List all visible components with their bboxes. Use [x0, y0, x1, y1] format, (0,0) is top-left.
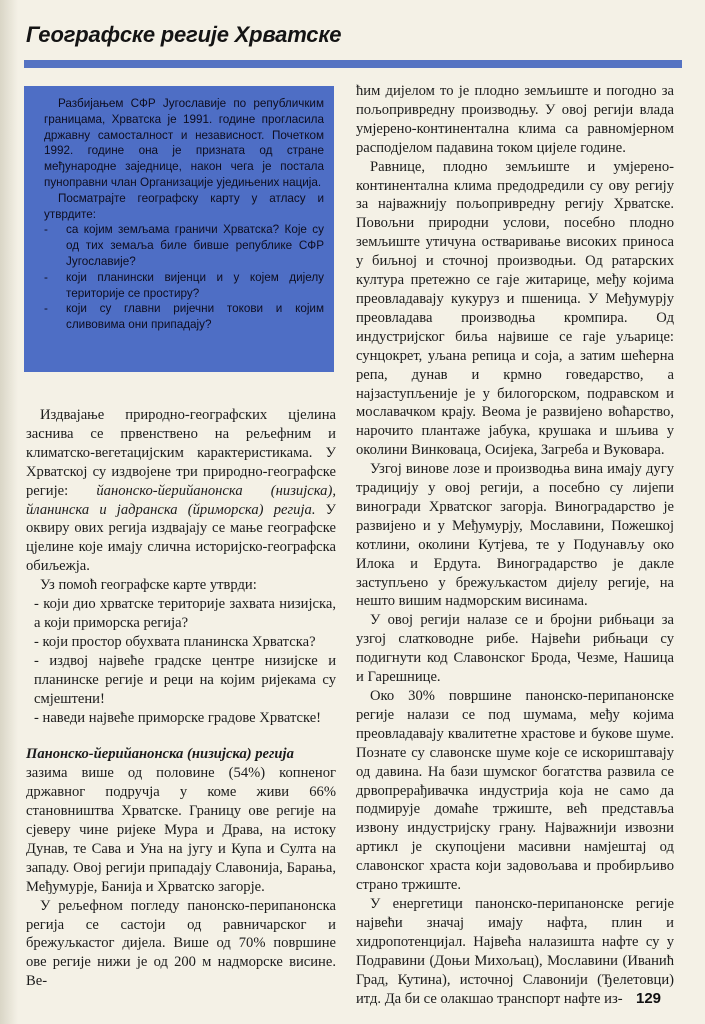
intro-box [24, 86, 334, 372]
left-task: Уз помоћ географске карте утврди: [40, 577, 257, 594]
left-paragraph-regions [26, 406, 336, 576]
right-paragraph-energy: У енергетици панонско-перипанонске регије највећи значај имају нафта, плин и хидропотенцијал. Највећа налазишта нафте су у Подравини (Доњи Михољац), Мославини (Иванић Град, Кутина), источној Славонији (Ђелетовци) итд. Да би се олакшао транспорт нафте из- [356, 895, 674, 1007]
intro-paragraph: Разбијањем СФР Југославије по републичким границама, Хрватска је 1991. године прогласила државну самосталност и независност. Почетком 1992. године она је призната од стране међународне заједнице, након чега је постала пуноправни члан Организације уједињених нација. [44, 97, 324, 189]
paragraph-text: Издвајање природно-географских цјелина заснива се првенствено на рељефним и климатско-вегетацијским карактеристикама. У Хрватској су издвојене три природно-географске регије: [26, 407, 336, 499]
intro-question: - који планински вијенци и у којем дијелу територије се простиру? [44, 270, 324, 302]
left-question: - наведи највеће приморске градове Хрватске! [34, 709, 322, 726]
right-column [356, 82, 674, 1008]
right-paragraph-continuation: ћим дијелом то је плодно земљиште и погодно за пољопривредну производњу. У овој регији влада умјерено-континентална клима са равномјерном расподјелом падавина током цијеле године. [356, 83, 674, 156]
right-paragraph-fishponds: У овој регији налазе се и бројни рибњаци за узгој слатководне рибе. Највећи рибњаци су подигнути код Славонског Брода, Чезме, Нашица и Гарешнице. [356, 612, 674, 686]
paragraph-text: У оквиру ових регија издвајају се мање географске цјелине које имају слична историјско-географска обиљежја. [26, 501, 336, 575]
intro-question: - који су главни ријечни токови и којим сливовима они припадају? [44, 301, 324, 333]
section-heading: Панонско-йерийанонска (низијска) регија [26, 746, 294, 763]
left-question: - који простор обухвата планинска Хрватска? [34, 633, 316, 650]
intro-question: - са којим земљама граничи Хрватска? Које су од тих земаља биле бивше републике СФР Југославије? [44, 222, 324, 269]
page-number: 129 [636, 990, 662, 1007]
title-rule [24, 60, 682, 68]
intro-question-list [44, 222, 324, 333]
left-paragraph-area: зазима више од половине (54%) копненог државног подручја у коме живи 66% становништва Хрватске. Границу ове регије на сјеверу чине ријеке Мура и Драва, на истоку Дунав, те Сава и Уна на југу и Купа и Султа на западу. Овој регији припадају Славонија, Барања, Међумурје, Банија и Хрватско загорје. [26, 765, 336, 895]
region-names: йанонско-йерийанонска (низијска), йланинска и јадранска (йриморска) регија. [26, 482, 336, 518]
right-paragraph-forests: Око 30% површине панонско-перипанонске регије налази се под шумама, међу којима преовладавају квалитетне храстове и букове шуме. Познате су славонске шуме које се искориштавају од давина. На бази шумског богатства развила се дрвопрерађивачка индустрија која не само да подмирује домаће тржиште, већ представља извону индустријску грану. Најважнији извозни артикл је скупоцјени масивни намјештај од славонског храста који задовољава и пробирљиво страно тржиште. [356, 688, 674, 894]
page-title: Географске регије Хрватске [26, 22, 342, 47]
left-paragraph-relief: У рељефном погледу панонско-перипанонска регија се састоји од равничарског и брежуљкастог дијела. Више од 70% површине ове регије нижи је од 200 м надморске висине. Ве- [26, 897, 336, 990]
right-paragraph-agriculture: Равнице, плодно земљиште и умјерено-континентална клима предодредили су ову регију за најважнију пољопривредну регију Хрватске. Повољни природни услови, посебно плодно земљиште утичуна остваривање високих приноса у биљној и сточној производњи. Од ратарских култура претежно се гаје житарице, међу којима преовладавају кукуруз и пшеница. У Међумурју преовладава производња кромпира. Од индустријског биља највише се гаје уљарице: сунцокрет, уљана репица и соја, а затим шећерна репа, дунав и крмно говедарство, а најзаступљеније је у билогорском, подравском и мославачком крају. Веома је развијено воћарство, нарочито плантаже јабука, крушака и шљива у околини Винковаца, Осијека, Загреба и Вуковара. [356, 158, 674, 459]
left-question: - издвој највеће градске центре низијске и планинске регије и реци на којим ријекама су смјештени! [34, 652, 336, 707]
left-question: - који дио хрватске територије захвата низијска, а који приморска регија? [34, 596, 336, 631]
page-edge-shadow [0, 0, 18, 1024]
left-column [26, 406, 336, 991]
intro-task: Посматрајте географску карту у атласу и утврдите: [44, 191, 324, 221]
right-paragraph-viticulture: Узгој винове лозе и производња вина имају дугу традицију у овој регији, а посебно су лијепи виногради Хрватског загорја. Виноградарство је развијено и у Међумурју, Мославини, Пожешкој котлини, околини Кутјева, те у Подунављу око Илока и Ердута. Виноградарство је дакле заступљено у брежуљкастом дијелу регије, на нешто вишим надморским висинама. [356, 461, 674, 610]
